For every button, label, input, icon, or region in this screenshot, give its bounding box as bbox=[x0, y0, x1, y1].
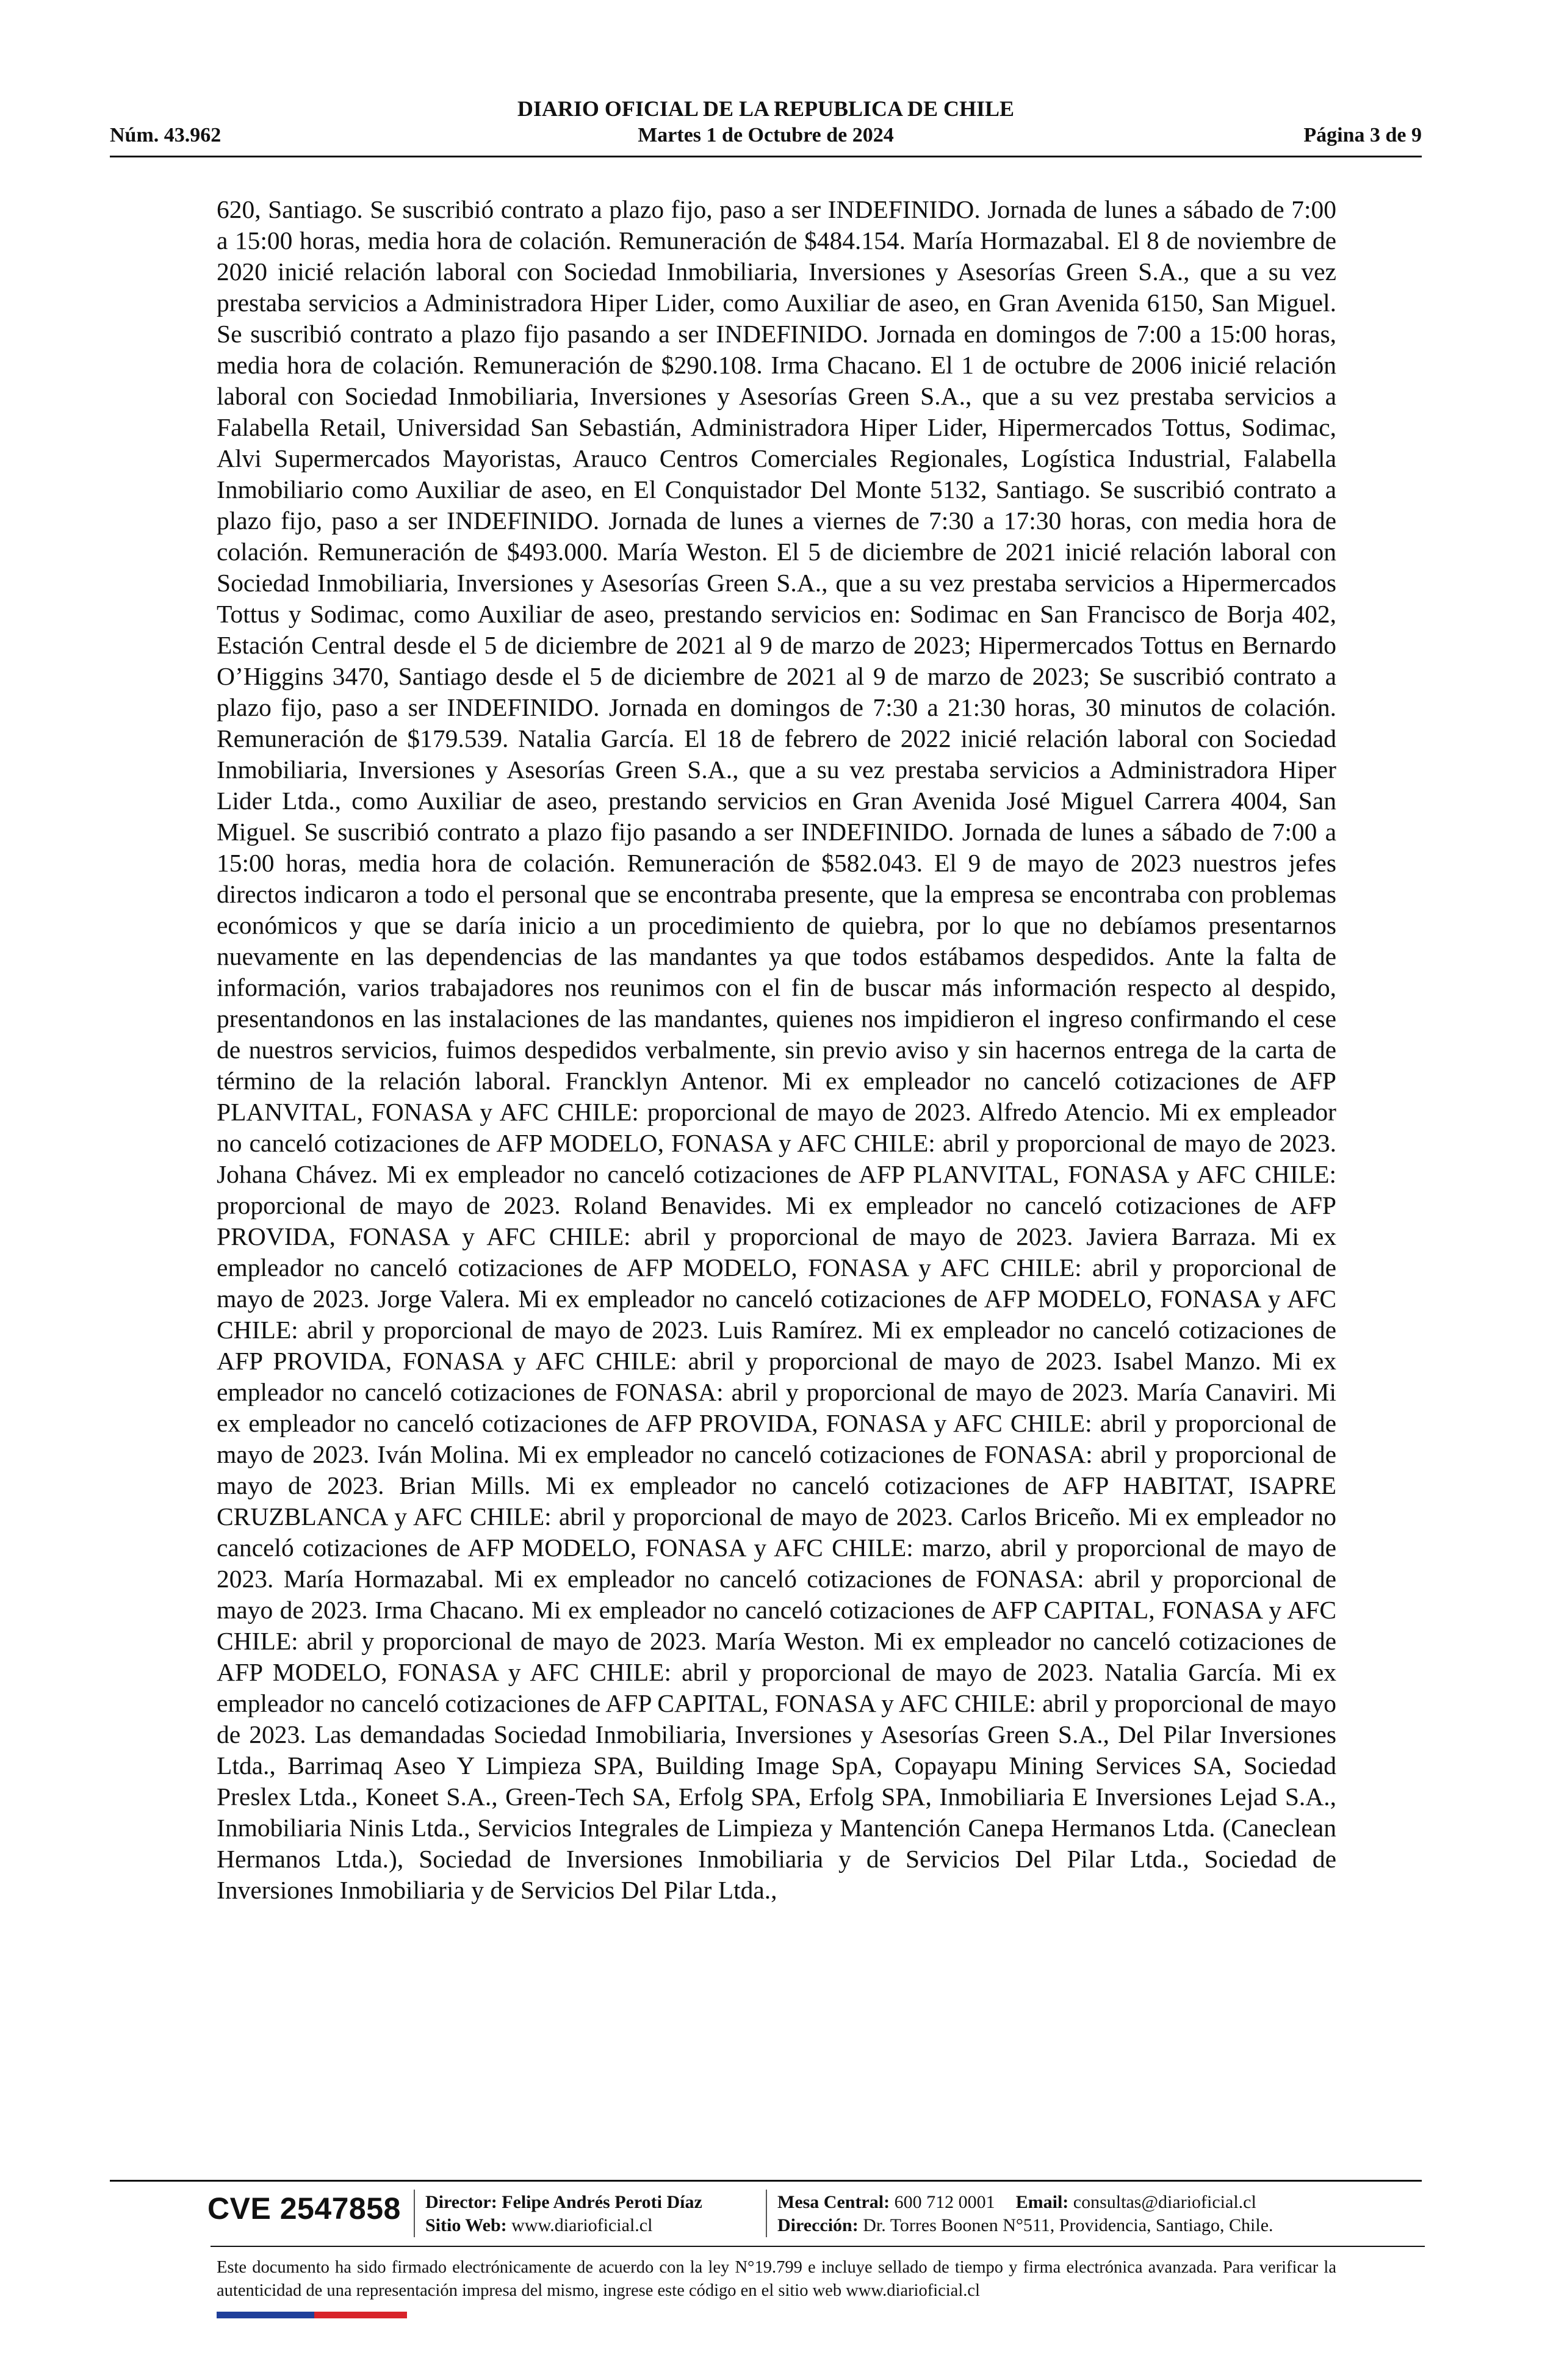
page-header bbox=[110, 95, 1422, 159]
director-name: Felipe Andrés Peroti Díaz bbox=[502, 2192, 702, 2212]
phone-number: 600 712 0001 bbox=[894, 2192, 995, 2212]
website-link[interactable]: www.diarioficial.cl bbox=[511, 2215, 653, 2235]
footer-separator bbox=[766, 2190, 767, 2237]
page-indicator: Página 3 de 9 bbox=[1303, 124, 1422, 146]
flag-stripe-blue bbox=[217, 2312, 314, 2318]
director-label: Director: bbox=[425, 2192, 497, 2212]
address-label: Dirección: bbox=[777, 2215, 859, 2235]
flag-stripe-red bbox=[314, 2312, 407, 2318]
signature-notice: Este documento ha sido firmado electrónicamente de acuerdo con la ley N°19.799 e incluye sellado de tiempo y firma electrónica avanzada. Para verificar la autenticidad de una representación impresa del mismo, ingrese este código en el sitio web www.diarioficial.cl bbox=[217, 2258, 1336, 2300]
issue-number: Núm. 43.962 bbox=[110, 124, 222, 146]
footer-divider bbox=[110, 2180, 1422, 2182]
website-label: Sitio Web: bbox=[425, 2215, 507, 2235]
footer-divider-secondary bbox=[211, 2246, 1425, 2247]
email-label: Email: bbox=[1015, 2192, 1069, 2212]
footer-separator bbox=[414, 2190, 415, 2237]
document-body bbox=[217, 194, 1336, 1906]
email-link[interactable]: consultas@diarioficial.cl bbox=[1073, 2192, 1256, 2212]
footer-director-block bbox=[425, 2191, 702, 2237]
footer-contact-block bbox=[777, 2191, 1273, 2237]
header-divider bbox=[110, 156, 1422, 157]
body-paragraph: 620, Santiago. Se suscribió contrato a plazo fijo, paso a ser INDEFINIDO. Jornada de lunes a sábado de 7:00 a 15:00 horas, media hora de colación. Remuneración de $484.154. María Hormazabal. El 8 de noviembre de 2020 inicié relación laboral con Sociedad Inmobiliaria, Inversiones y Asesorías Green S.A., que a su vez prestaba servicios a Administradora Hiper Lider, como Auxiliar de aseo, en Gran Avenida 6150, San Miguel. Se suscribió contrato a plazo fijo pasando a ser INDEFINIDO. Jornada en domingos de 7:00 a 15:00 horas, media hora de colación. Remuneración de $290.108. Irma Chacano. El 1 de octubre de 2006 inicié relación laboral con Sociedad Inmobiliaria, Inversiones y Asesorías Green S.A., que a su vez prestaba servicios a Falabella Retail, Universidad San Sebastián, Administradora Hiper Lider, Hipermercados Tottus, Sodimac, Alvi Supermercados Mayoristas, Arauco Centros Comerciales Regionales, Logística Industrial, Falabella Inmobiliario como Auxiliar de aseo, en El Conquistador Del Monte 5132, Santiago. Se suscribió contrato a plazo fijo, paso a ser INDEFINIDO. Jornada de lunes a viernes de 7:30 a 17:30 horas, con media hora de colación. Remuneración de $493.000. María Weston. El 5 de diciembre de 2021 inicié relación laboral con Sociedad Inmobiliaria, Inversiones y Asesorías Green S.A., que a su vez prestaba servicios a Hipermercados Tottus y Sodimac, como Auxiliar de aseo, prestando servicios en: Sodimac en San Francisco de Borja 402, Estación Central desde el 5 de diciembre de 2021 al 9 de marzo de 2023; Hipermercados Tottus en Bernardo O’Higgins 3470, Santiago desde el 5 de diciembre de 2021 al 9 de marzo de 2023; Se suscribió contrato a plazo fijo, paso a ser INDEFINIDO. Jornada en domingos de 7:30 a 21:30 horas, 30 minutos de colación. Remuneración de $179.539. Natalia García. El 18 de febrero de 2022 inicié relación laboral con Sociedad Inmobiliaria, Inversiones y Asesorías Green S.A., que a su vez prestaba servicios a Administradora Hiper Lider Ltda., como Auxiliar de aseo, prestando servicios en Gran Avenida José Miguel Carrera 4004, San Miguel. Se suscribió contrato a plazo fijo pasando a ser INDEFINIDO. Jornada de lunes a sábado de 7:00 a 15:00 horas, media hora de colación. Remuneración de $582.043. El 9 de mayo de 2023 nuestros jefes directos indicaron a todo el personal que se encontraba presente, que la empresa se encontraba con problemas económicos y que se daría inicio a un procedimiento de quiebra, por lo que no debíamos presentarnos nuevamente en las dependencias de las mandantes ya que todos estábamos despedidos. Ante la falta de información, varios trabajadores nos reunimos con el fin de buscar más información respecto al despido, presentandonos en las instalaciones de las mandantes, quienes nos impidieron el ingreso confirmando el cese de nuestros servicios, fuimos despedidos verbalmente, sin previo aviso y sin hacernos entrega de la carta de término de la relación laboral. Francklyn Antenor. Mi ex empleador no canceló cotizaciones de AFP PLANVITAL, FONASA y AFC CHILE: proporcional de mayo de 2023. Alfredo Atencio. Mi ex empleador no canceló cotizaciones de AFP MODELO, FONASA y AFC CHILE: abril y proporcional de mayo de 2023. Johana Chávez. Mi ex empleador no canceló cotizaciones de AFP PLANVITAL, FONASA y AFC CHILE: proporcional de mayo de 2023. Roland Benavides. Mi ex empleador no canceló cotizaciones de AFP PROVIDA, FONASA y AFC CHILE: abril y proporcional de mayo de 2023. Javiera Barraza. Mi ex empleador no canceló cotizaciones de AFP MODELO, FONASA y AFC CHILE: abril y proporcional de mayo de 2023. Jorge Valera. Mi ex empleador no canceló cotizaciones de AFP MODELO, FONASA y AFC CHILE: abril y proporcional de mayo de 2023. Luis Ramírez. Mi ex empleador no canceló cotizaciones de AFP PROVIDA, FONASA y AFC CHILE: abril y proporcional de mayo de 2023. Isabel Manzo. Mi ex empleador no canceló cotizaciones de FONASA: abril y proporcional de mayo de 2023. María Canaviri. Mi ex empleador no canceló cotizaciones de AFP PROVIDA, FONASA y AFC CHILE: abril y proporcional de mayo de 2023. Iván Molina. Mi ex empleador no canceló cotizaciones de FONASA: abril y proporcional de mayo de 2023. Brian Mills. Mi ex empleador no canceló cotizaciones de AFP HABITAT, ISAPRE CRUZBLANCA y AFC CHILE: abril y proporcional de mayo de 2023. Carlos Briceño. Mi ex empleador no canceló cotizaciones de AFP MODELO, FONASA y AFC CHILE: marzo, abril y proporcional de mayo de 2023. María Hormazabal. Mi ex empleador no canceló cotizaciones de FONASA: abril y proporcional de mayo de 2023. Irma Chacano. Mi ex empleador no canceló cotizaciones de AFP CAPITAL, FONASA y AFC CHILE: abril y proporcional de mayo de 2023. María Weston. Mi ex empleador no canceló cotizaciones de AFP MODELO, FONASA y AFC CHILE: abril y proporcional de mayo de 2023. Natalia García. Mi ex empleador no canceló cotizaciones de AFP CAPITAL, FONASA y AFC CHILE: abril y proporcional de mayo de 2023. Las demandadas Sociedad Inmobiliaria, Inversiones y Asesorías Green S.A., Del Pilar Inversiones Ltda., Barrimaq Aseo Y Limpieza SPA, Building Image SpA, Copayapu Mining Services SA, Sociedad Preslex Ltda., Koneet S.A., Green-Tech SA, Erfolg SPA, Erfolg SPA, Inmobiliaria E Inversiones Lejad S.A., Inmobiliaria Ninis Ltda., Servicios Integrales de Limpieza y Mantención Canepa Hermanos Ltda. (Caneclean Hermanos Ltda.), Sociedad de Inversiones Inmobiliaria y de Servicios Del Pilar Ltda., Sociedad de Inversiones Inmobiliaria y de Servicios Del Pilar Ltda., bbox=[217, 195, 1336, 1904]
phone-label: Mesa Central: bbox=[777, 2192, 890, 2212]
newspaper-title: DIARIO OFICIAL DE LA REPUBLICA DE CHILE bbox=[517, 96, 1015, 121]
cve-code: CVE 2547858 bbox=[207, 2191, 401, 2226]
issue-date: Martes 1 de Octubre de 2024 bbox=[638, 124, 894, 146]
address-text: Dr. Torres Boonen N°511, Providencia, Santiago, Chile. bbox=[863, 2215, 1273, 2235]
